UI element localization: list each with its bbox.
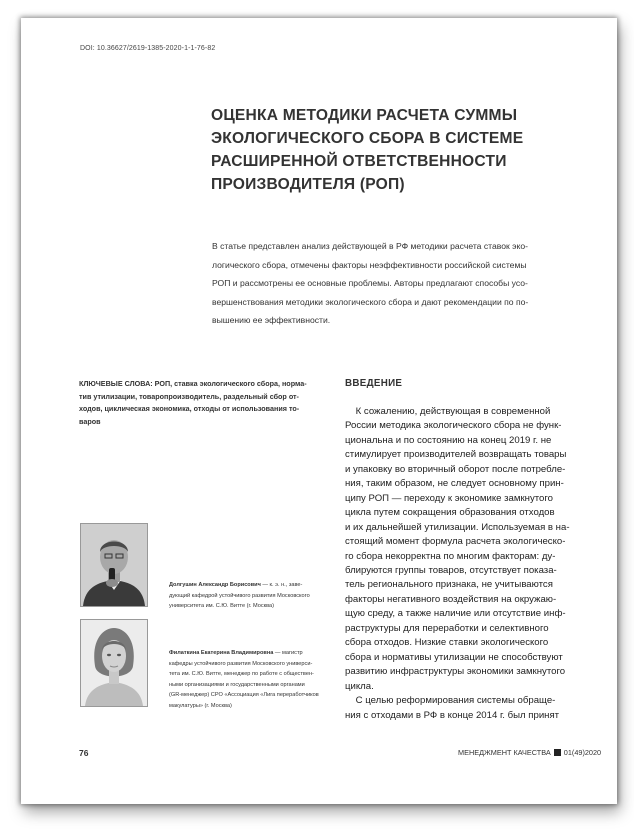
keywords-line: КЛЮЧЕВЫЕ СЛОВА: РОП, ставка экологического сбора, норма-	[79, 379, 307, 388]
title-line: РАСШИРЕННОЙ ОТВЕТСТВЕННОСТИ	[211, 153, 507, 170]
body-line: сбора отходов. Низкие ставки экологического	[345, 637, 549, 649]
body-line: стоящий момент формула расчета экологическо-	[345, 536, 566, 548]
author-name: Долгушин Александр Борисович	[169, 582, 261, 588]
body-line: го сбора некорректна по многим факторам: ду-	[345, 550, 556, 562]
author-desc: ными организациями и государственными органами	[169, 681, 305, 688]
abstract-line: РОП и рассмотрены ее основные проблемы. Авторы предлагают способы усо-	[212, 278, 528, 289]
author-desc: тета им. С.Ю. Витте, менеджер по работе с обществен-	[169, 671, 314, 678]
keywords-line: ходов, циклическая экономика, отходы от использования то-	[79, 404, 300, 414]
page-number: 76	[79, 748, 89, 758]
abstract-line: логического сбора, отмечены факторы неэффективности российской системы	[212, 259, 527, 270]
author-desc: дующий кафедрой устойчивого развития Московского	[169, 592, 310, 599]
body-line: тель регионального признака, не учитываются	[345, 579, 553, 591]
author-photo-filatkina	[80, 619, 148, 707]
title-line: ЭКОЛОГИЧЕСКОГО СБОРА В СИСТЕМЕ	[211, 130, 524, 147]
body-line: цикла.	[345, 680, 374, 692]
author-desc: — к. э. н., заве-	[260, 582, 303, 588]
body-line: развитию инфраструктуры экономики замкнутого	[345, 666, 566, 678]
body-line: России методика экологического сбора не функ-	[345, 420, 562, 432]
author-info-1	[169, 580, 319, 612]
author-desc: макулатуры» (г. Москва)	[169, 702, 232, 709]
portrait-female-image	[81, 620, 147, 706]
abstract-line: вышению ее эффективности.	[212, 315, 331, 326]
body-line: блируются группы товаров, отсутствует показа-	[345, 564, 557, 576]
keywords-line: тив утилизации, товаропроизводитель, раздельный сбор от-	[79, 391, 299, 401]
title-line: ПРОИЗВОДИТЕЛЯ (РОП)	[211, 176, 405, 193]
author-info-2	[169, 648, 319, 712]
doi-label: DOI: 10.36627/2619-1385-2020-1-1-76-82	[80, 45, 216, 52]
author-desc: (GR-менеджер) СРО «Ассоциация «Лига переработчиков	[169, 692, 319, 699]
article-title	[211, 104, 571, 196]
keywords	[79, 378, 309, 428]
body-line: ния, таким образом, не следует основному прин-	[345, 478, 564, 490]
journal-footer	[458, 748, 601, 757]
author-photo-dolgushin	[80, 523, 148, 607]
body-line: С целью реформирования системы обраще-	[345, 695, 556, 707]
body-line: К сожалению, действующая в современной	[345, 406, 551, 417]
section-heading: ВВЕДЕНИЕ	[345, 378, 403, 389]
body-line: сбора и нормативы утилизации не способствуют	[345, 651, 563, 663]
abstract-line: В статье представлен анализ действующей в РФ методики расчета ставок эко-	[212, 241, 529, 251]
journal-issue: 01(49)2020	[563, 748, 602, 757]
body-line: щую среду, а также наличие или отсутствие инф-	[345, 608, 566, 620]
author-desc: — магистр	[273, 650, 303, 656]
body-line: ципу РОП — переходу к экономике замкнутого	[345, 492, 554, 504]
body-line: ния с отходами в РФ в конце 2014 г. был принят	[345, 709, 560, 721]
journal-page	[21, 18, 617, 804]
body-line: стимулирует производителей возвращать товары	[345, 449, 567, 461]
body-line: и их дальнейшей утилизации. Используемая в на-	[345, 521, 570, 533]
body-line: и упаковку во вторичный оборот после потребле-	[345, 463, 566, 475]
journal-name: МЕНЕДЖМЕНТ КАЧЕСТВА	[458, 748, 551, 757]
author-desc: кафедры устойчивого развития Московского универси-	[169, 660, 313, 667]
abstract-line: вершенствования методики экологического сбора и дают рекомендации по по-	[212, 296, 529, 307]
author-desc: университета им. С.Ю. Витте (г. Москва)	[169, 603, 274, 610]
body-line: циональна и по состоянию на конец 2019 г. не	[345, 434, 552, 446]
square-bullet-icon	[554, 749, 561, 756]
author-name: Филаткина Екатерина Владимировна	[169, 650, 274, 656]
portrait-male-image	[81, 524, 147, 606]
abstract	[212, 237, 572, 330]
body-line: раструктуры для переработки и селективного	[345, 622, 549, 634]
title-line: ОЦЕНКА МЕТОДИКИ РАСЧЕТА СУММЫ	[211, 107, 518, 124]
body-line: факторы негативного воздействия на окружаю-	[345, 593, 557, 605]
body-line: цикла путем сокращения образования отходов	[345, 507, 555, 519]
keywords-line: варов	[79, 416, 101, 426]
body-text	[345, 405, 580, 723]
